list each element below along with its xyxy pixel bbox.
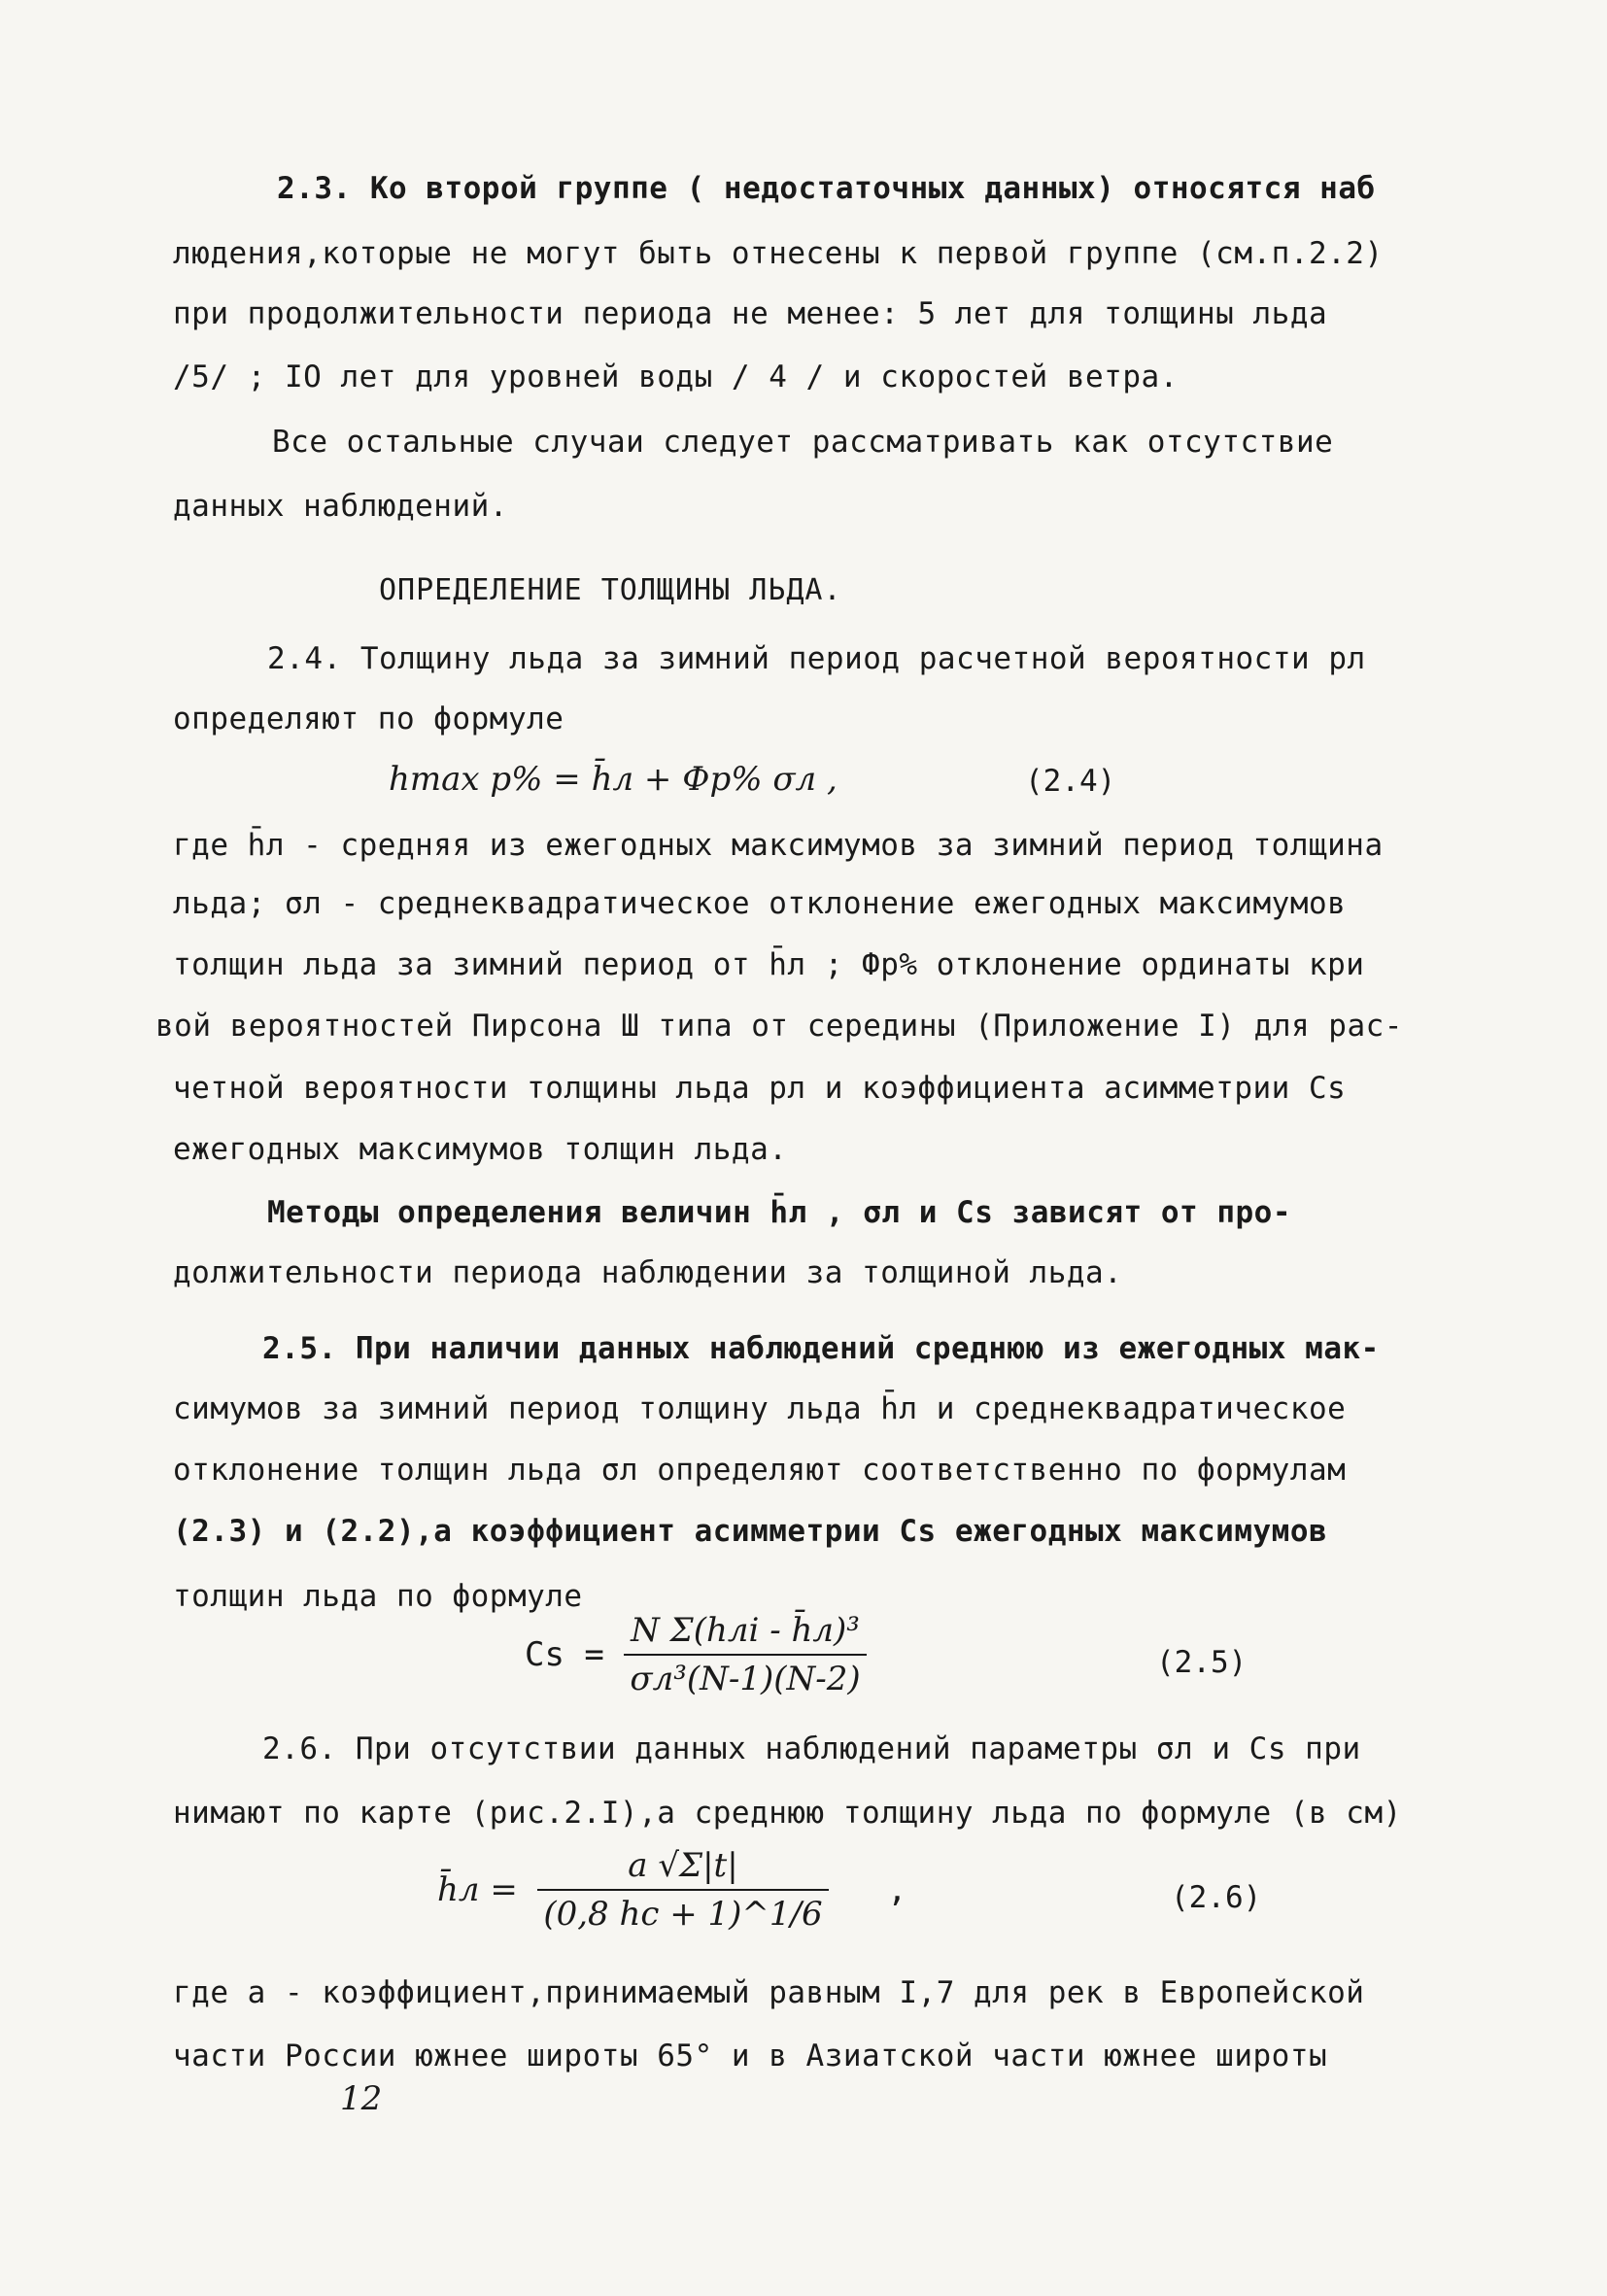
paragraph-2-4-line7: четной вероятности толщины льда pл и коэффициента асимметрии Cs xyxy=(173,1071,1347,1106)
paragraph-2-5-line4: (2.3) и (2.2),а коэффициент асимметрии Cs ежегодных максимумов xyxy=(173,1514,1328,1549)
paragraph-2-4-line3: где h̄л - средняя из ежегодных максимумов за зимний период толщина xyxy=(173,828,1384,863)
paragraph-2-5-line2: симумов за зимний период толщину льда h̄л и среднеквадратическое xyxy=(173,1391,1347,1426)
paragraph-rest-line2: данных наблюдений. xyxy=(173,489,508,524)
paragraph-2-6-line3: где а - коэффициент,принимаемый равным I,7 для рек в Европейской xyxy=(173,1975,1365,2010)
equation-2-4-number: (2.4) xyxy=(1025,764,1116,799)
paragraph-2-4-line2: определяют по формуле xyxy=(173,702,564,737)
paragraph-rest-line1: Все остальные случаи следует рассматривать как отсутствие xyxy=(272,425,1334,460)
equation-2-5 xyxy=(525,1611,867,1698)
equation-2-6 xyxy=(437,1846,907,1934)
equation-2-4 xyxy=(389,760,838,799)
paragraph-2-4-line1: 2.4. Толщину льда за зимний период расчетной вероятности pл xyxy=(267,641,1366,676)
paragraph-2-3-line4: /5/ ; IO лет для уровней воды / 4 / и скоростей ветра. xyxy=(173,360,1179,394)
paragraph-2-6-line4: части России южнее широты 65° и в Азиатской части южнее широты xyxy=(173,2039,1328,2073)
equation-2-6-lhs: h̄л = xyxy=(437,1870,518,1909)
paragraph-2-6-line1b: 2.6. При отсутствии данных наблюдений параметры σл и Cs при xyxy=(262,1731,1361,1766)
paragraph-2-4-line8: ежегодных максимумов толщин льда. xyxy=(173,1132,788,1167)
paragraph-methods-line1: Методы определения величин h̄л , σл и Cs зависят от про- xyxy=(267,1195,1291,1230)
equation-2-5-numerator: N Σ(hлi - h̄л)³ xyxy=(624,1611,866,1656)
page-number: 12 xyxy=(340,2079,383,2118)
equation-2-6-tail: , xyxy=(887,1870,907,1909)
paragraph-2-6-line2: нимают по карте (рис.2.I),а среднюю толщину льда по формуле (в см) xyxy=(173,1796,1402,1831)
paragraph-2-4-line5: толщин льда за зимний период от h̄л ; Фp% отклонение ординаты кри xyxy=(173,947,1365,982)
equation-2-4-rhs: = h̄л + Фp% σл , xyxy=(553,760,838,799)
equation-2-6-number: (2.6) xyxy=(1171,1880,1262,1915)
paragraph-2-4-line4: льда; σл - среднеквадратическое отклонение ежегодных максимумов xyxy=(173,886,1347,921)
paragraph-2-3-line3: при продолжительности периода не менее: 5 лет для толщины льда xyxy=(173,296,1328,331)
paragraph-2-3-line1: 2.3. Ко второй группе ( недостаточных данных) относятся наб xyxy=(277,171,1376,206)
equation-2-6-denominator: (0,8 hc + 1)^1/6 xyxy=(543,1895,823,1934)
paragraph-2-5-line3: отклонение толщин льда σл определяют соответственно по формулам xyxy=(173,1453,1347,1488)
equation-2-5-fraction xyxy=(624,1611,866,1698)
paragraph-2-4-line6: вой вероятностей Пирсона Ш типа от середины (Приложение I) для рас- xyxy=(155,1009,1403,1044)
paragraph-methods-line2: должительности периода наблюдении за толщиной льда. xyxy=(173,1255,1123,1290)
paragraph-2-5-line5: толщин льда по формуле xyxy=(173,1579,583,1614)
equation-2-4-lhs: hmax p% xyxy=(389,760,543,799)
paragraph-2-5-line1: 2.5. При наличии данных наблюдений среднюю из ежегодных мак- xyxy=(262,1331,1380,1366)
equation-2-6-numerator: a √Σ|t| xyxy=(537,1846,828,1891)
equation-2-5-denominator: σл³(N-1)(N-2) xyxy=(630,1660,861,1698)
equation-2-5-lhs: Cs = xyxy=(525,1635,604,1674)
equation-2-6-fraction xyxy=(537,1846,828,1934)
paragraph-2-3-line2: людения,которые не могут быть отнесены к первой группе (см.п.2.2) xyxy=(173,236,1384,271)
section-heading: ОПРЕДЕЛЕНИЕ ТОЛЩИНЫ ЛЬДА. xyxy=(379,573,842,607)
equation-2-5-number: (2.5) xyxy=(1156,1645,1248,1680)
